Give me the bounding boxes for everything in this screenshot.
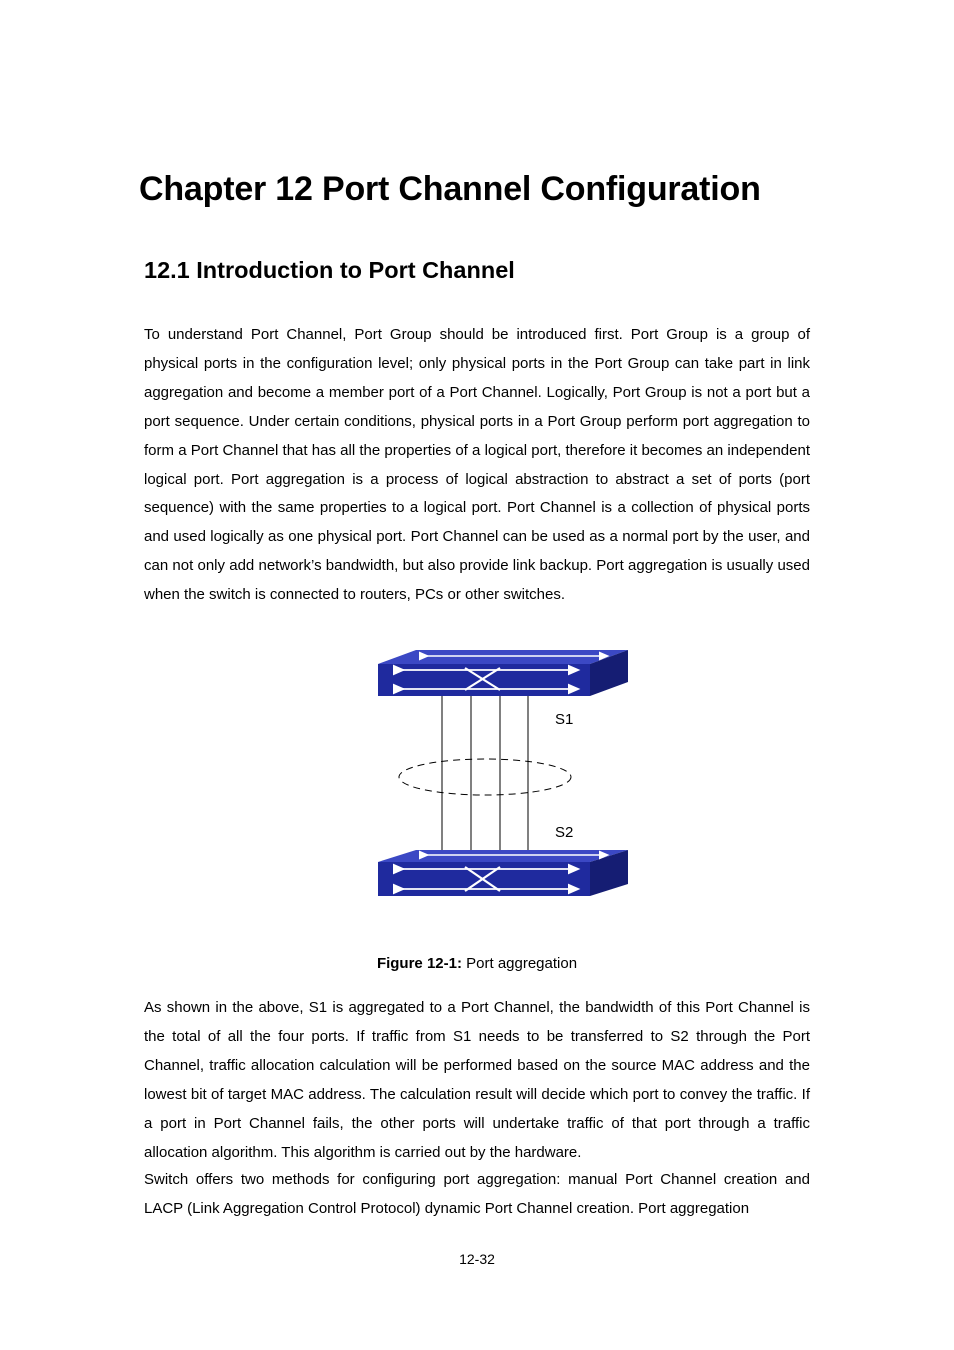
methods-paragraph: Switch offers two methods for configuring port aggregation: manual Port Channel creation and LACP (Link Aggregation Control Protocol) dynamic Port Channel creation. Port aggregation	[144, 1171, 810, 1217]
section-title: 12.1 Introduction to Port Channel	[144, 257, 515, 283]
page-number: 12-32	[459, 1251, 495, 1267]
port-channel-links	[442, 696, 528, 850]
switch-s2-label: S2	[555, 824, 574, 841]
explanation-paragraph: As shown in the above, S1 is aggregated to a Port Channel, the bandwidth of this Port Channel is the total of all the four ports. If traffic from S1 needs to be transferred to S2 through the Port Channel, traffic allocation calculation will be performed based on the source MAC address and the lowest bit of target MAC address. The calculation result will decide which port to convey the traffic. If a port in Port Channel fails, the other ports will undertake traffic of that port through a traffic allocation algorithm. This algorithm is carried out by the hardware.	[144, 999, 810, 1161]
switch-s1-icon	[378, 650, 628, 696]
port-aggregation-figure	[370, 640, 640, 910]
switch-s2-icon	[378, 850, 628, 896]
intro-paragraph: To understand Port Channel, Port Group should be introduced first. Port Group is a group of physical ports in the configuration level; only physical ports in the Port Group can take part in link aggregation and become a member port of a Port Channel. Logically, Port Group is not a port but a port sequence. Under certain conditions, physical ports in a Port Group perform port aggregation to form a Port Channel that has all the properties of a logical port, therefore it becomes an independent logical port. Port aggregation is a process of logical abstraction to abstract a set of ports (port sequence) with the same properties to a logical port. Port Channel is a collection of physical ports and used logically as one physical port. Port Channel can be used as a normal port by the user, and can not only add network’s bandwidth, but also provide link backup. Port aggregation is usually used when the switch is connected to routers, PCs or other switches.	[144, 326, 810, 604]
figure-caption-text: Port aggregation	[461, 955, 578, 972]
switch-s1-label: S1	[555, 711, 574, 728]
figure-caption	[0, 955, 954, 972]
figure-caption-prefix: Figure 12-1:	[376, 955, 462, 972]
chapter-title: Chapter 12 Port Channel Configuration	[139, 170, 761, 208]
aggregation-ellipse	[399, 759, 571, 795]
port-aggregation-diagram	[370, 640, 640, 910]
